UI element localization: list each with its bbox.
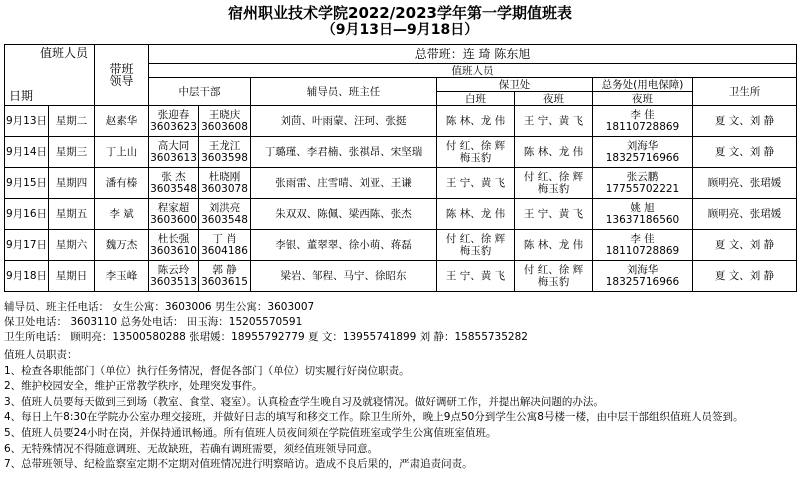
middle-mgr-2: 丁 肖 3604186 [199, 230, 251, 261]
duty-staff-header: 值班人员 [149, 64, 797, 78]
duty-table [4, 44, 797, 292]
leader-cell: 李玉峰 [95, 261, 149, 292]
page-title: 宿州职业技术学院2022/2023学年第一学期值班表 [228, 4, 572, 22]
leader-header: 带班 领导 [95, 45, 149, 106]
middle-mgr-header: 中层干部 [149, 78, 251, 106]
security-night-cell: 付 红、徐 辉 梅玉豹 [515, 168, 593, 199]
leader-cell: 魏万杰 [95, 230, 149, 261]
middle-mgr-1: 程家超 3603600 [149, 199, 199, 230]
middle-mgr-1: 陈云玲 3603513 [149, 261, 199, 292]
security-day-cell: 王 宁、黄 飞 [437, 261, 515, 292]
table-row [5, 199, 797, 230]
weekday-cell: 星期六 [49, 230, 95, 261]
clinic-cell: 顾明亮、张珺媛 [693, 168, 797, 199]
duties-section [4, 348, 796, 473]
weekday-cell: 星期五 [49, 199, 95, 230]
date-cell: 9月16日 [5, 199, 49, 230]
middle-mgr-2: 杜晓刚 3603078 [199, 168, 251, 199]
duties-heading: 值班人员职责： [4, 349, 78, 361]
table-row [5, 106, 797, 137]
clinic-cell: 夏 文、刘 静 [693, 137, 797, 168]
clinic-cell: 夏 文、刘 静 [693, 261, 797, 292]
counselor-cell: 张雨雷、庄雪晴、刘亚、王谦 [251, 168, 437, 199]
table-row [5, 137, 797, 168]
leader-cell: 李 斌 [95, 199, 149, 230]
date-cell: 9月17日 [5, 230, 49, 261]
leader-cell: 潘有榛 [95, 168, 149, 199]
middle-mgr-1: 张 杰 3603548 [149, 168, 199, 199]
day-shift-header: 白班 [437, 92, 515, 106]
page-subtitle: （9月13日—9月18日） [321, 22, 479, 38]
ga-night-cell: 李 佳 18110728869 [593, 230, 693, 261]
ga-night-cell: 张云鹏 17755702221 [593, 168, 693, 199]
security-header: 保卫处 [437, 78, 593, 92]
weekday-cell: 星期二 [49, 106, 95, 137]
security-night-cell: 王 宁、黄 飞 [515, 106, 593, 137]
ga-night-cell: 李 佳 18110728869 [593, 106, 693, 137]
counselor-cell: 刘茴、叶雨蒙、汪珂、张挺 [251, 106, 437, 137]
date-cell: 9月13日 [5, 106, 49, 137]
duty-item: 6、无特殊情况不得随意调班、无故缺班，若确有调班需要，须经值班领导同意。 [4, 442, 379, 455]
date-cell: 9月15日 [5, 168, 49, 199]
security-night-cell: 付 红、徐 辉 梅玉豹 [515, 261, 593, 292]
middle-mgr-1: 张迎春 3603623 [149, 106, 199, 137]
ga-night-shift-header: 夜班 [593, 92, 693, 106]
security-day-cell: 陈 林、龙 伟 [437, 106, 515, 137]
clinic-header: 卫生所 [693, 78, 797, 106]
middle-mgr-2: 王晓庆 3603608 [199, 106, 251, 137]
duty-item: 2、维护校园安全，维护正常教学秩序，处理突发事件。 [4, 380, 263, 393]
table-row [5, 261, 797, 292]
security-night-cell: 陈 林、龙 伟 [515, 230, 593, 261]
general-leader: 总带班：连 琦 陈东旭 [149, 45, 797, 64]
counselor-cell: 朱双双、陈佩、梁西陈、张杰 [251, 199, 437, 230]
security-day-cell: 陈 林、龙 伟 [437, 199, 515, 230]
header-corner [5, 45, 95, 106]
clinic-cell: 夏 文、刘 静 [693, 230, 797, 261]
clinic-cell: 顾明亮、张珺媛 [693, 199, 797, 230]
security-day-cell: 付 红、徐 辉 梅玉豹 [437, 230, 515, 261]
table-row [5, 168, 797, 199]
middle-mgr-1: 杜长强 3603610 [149, 230, 199, 261]
ga-night-cell: 刘海华 18325716966 [593, 261, 693, 292]
date-cell: 9月14日 [5, 137, 49, 168]
clinic-cell: 夏 文、刘 静 [693, 106, 797, 137]
table-row [5, 230, 797, 261]
contact-line-3: 卫生所电话： 顾明亮：13500580288 张珺媛：18955792779 夏 文：13955741899 刘 静：15855735282 [4, 331, 528, 343]
counselor-header: 辅导员、班主任 [251, 78, 437, 106]
security-day-cell: 付 红、徐 辉 梅玉豹 [437, 137, 515, 168]
counselor-cell: 梁岩、邹程、马宁、徐昭东 [251, 261, 437, 292]
duty-item: 4、每日上午8:30在学院办公室办理交接班，并做好日志的填写和移交工作。除卫生所外，晚上9点50分到学生公寓8号楼一楼，由中层干部组织值班人员签到。 [4, 411, 744, 424]
weekday-cell: 星期日 [49, 261, 95, 292]
leader-cell: 赵素华 [95, 106, 149, 137]
duty-item: 5、值班人员要24小时在岗，并保持通讯畅通。所有值班人员夜间须在学院值班室或学生公寓值班室值班。 [4, 426, 497, 439]
middle-mgr-2: 刘洪亮 3603548 [199, 199, 251, 230]
general-leader-row [5, 45, 797, 64]
duty-item: 3、值班人员要每天做到三到场（教室、食堂、寝室）。认真检查学生晚自习及就寝情况。做好调研工作，并提出解决问题的办法。 [4, 395, 604, 408]
security-night-cell: 王 宁、黄 飞 [515, 199, 593, 230]
duty-item: 1、检查各职能部门（单位）执行任务情况，督促各部门（单位）切实履行好岗位职责。 [4, 364, 410, 377]
security-night-cell: 陈 林、龙 伟 [515, 137, 593, 168]
date-label: 日期 [9, 89, 34, 103]
ga-night-cell: 姚 旭 13637186560 [593, 199, 693, 230]
ga-night-cell: 刘海华 18325716966 [593, 137, 693, 168]
leader-cell: 丁上山 [95, 137, 149, 168]
date-cell: 9月18日 [5, 261, 49, 292]
duty-item: 7、总带班领导、纪检监察室定期不定期对值班情况进行明察暗访。造成不良后果的，严肃追责问责。 [4, 458, 473, 471]
counselor-cell: 丁璐瑾、李君楠、张祺昂、宋坚瑞 [251, 137, 437, 168]
middle-mgr-1: 高大同 3603613 [149, 137, 199, 168]
weekday-cell: 星期四 [49, 168, 95, 199]
ga-header: 总务处(用电保障) [593, 78, 693, 92]
middle-mgr-2: 郭 静 3603615 [199, 261, 251, 292]
duty-staff-label: 值班人员 [39, 46, 88, 60]
middle-mgr-2: 王龙江 3603598 [199, 137, 251, 168]
night-shift-header: 夜班 [515, 92, 593, 106]
contact-line-1: 辅导员、班主任电话： 女生公寓：3603006 男生公寓：3603007 [4, 301, 315, 313]
contact-line-2: 保卫处电话： 3603110 总务处电话： 田玉海：15205570591 [4, 316, 303, 328]
counselor-cell: 李银、董翠翠、徐小萌、蒋磊 [251, 230, 437, 261]
security-day-cell: 王 宁、黄 飞 [437, 168, 515, 199]
weekday-cell: 星期三 [49, 137, 95, 168]
